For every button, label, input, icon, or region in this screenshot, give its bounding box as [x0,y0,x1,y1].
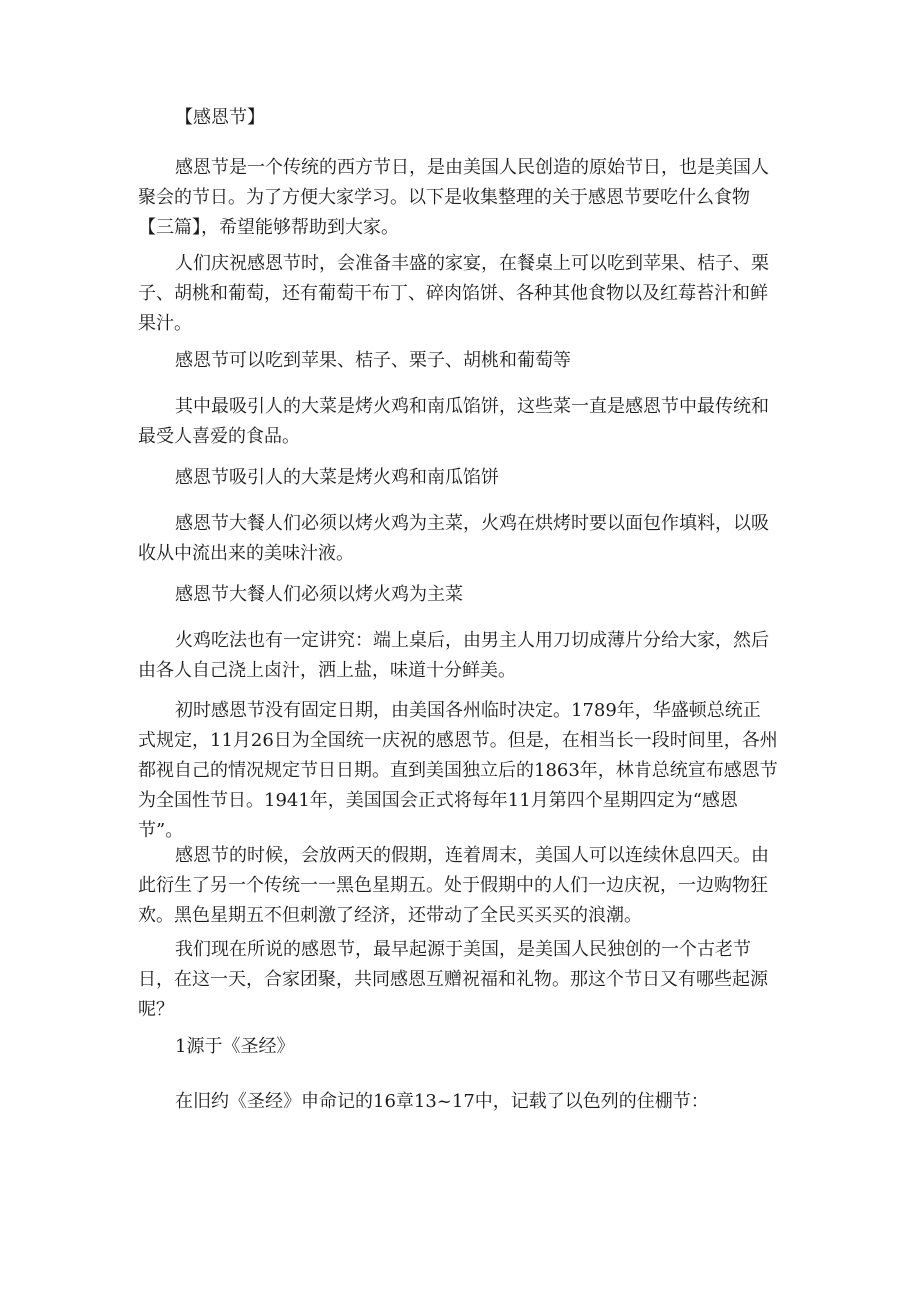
paragraph [138,153,778,243]
paragraph [138,626,778,686]
paragraph-text: 感恩节可以吃到苹果、桔子、栗子、胡桃和葡萄等 [175,350,571,371]
paragraph [138,1087,778,1117]
paragraph-text: 初时感恩节没有固定日期，由美国各州临时决定。1789年，华盛顿总统正式规定，11月26日为全国统一庆祝的感恩节。但是，在相当长一段时间里，各州都视自己的情况规定节日日期。直到美国独立后的1863年，林肯总统宣布感恩节为全国性节日。1941年，美国国会正式将每年11月第四个星期四定为“感恩节”。 [138,700,778,841]
document-title: 【感恩节】 [175,107,265,128]
paragraph-text: 人们庆祝感恩节时，会准备丰盛的家宴，在餐桌上可以吃到苹果、桔子、栗子、胡桃和葡萄，还有葡萄干布丁、碎肉馅饼、各种其他食物以及红莓苔汁和鲜果汁。 [138,253,769,334]
paragraph-text: 感恩节的时候，会放两天的假期，连着周末，美国人可以连续休息四天。由此衍生了另一个传统一一黑色星期五。处于假期中的人们一边庆祝，一边购物狂欢。黑色星期五不但刺激了经济，还带动了全民买买买的浪潮。 [138,845,769,926]
paragraph-text: 感恩节是一个传统的西方节日，是由美国人民创造的原始节日，也是美国人聚会的节日。为了方便大家学习。以下是收集整理的关于感恩节要吃什么食物【三篇】，希望能够帮助到大家。 [138,157,769,238]
paragraph-text: 在旧约《圣经》申命记的16章13~17中，记载了以色列的住棚节： [175,1091,709,1112]
paragraph-text: 感恩节大餐人们必须以烤火鸡为主菜，火鸡在烘烤时要以面包作填料，以吸收从中流出来的美味汁液。 [138,513,769,564]
paragraph [138,935,778,1025]
paragraph-text: 我们现在所说的感恩节，最早起源于美国，是美国人民独创的一个古老节日，在这一天，合家团聚，共同感恩互赠祝福和礼物。那这个节日又有哪些起源呢？ [138,939,768,1020]
paragraph [138,841,778,931]
paragraph [138,696,778,846]
paragraph-text: 感恩节吸引人的大菜是烤火鸡和南瓜馅饼 [175,467,499,488]
paragraph-text: 火鸡吃法也有一定讲究：端上桌后，由男主人用刀切成薄片分给大家，然后由各人自己浇上卤汁，洒上盐，味道十分鲜美。 [138,630,769,681]
paragraph [138,580,778,610]
paragraph [138,346,778,376]
paragraph [138,463,778,493]
paragraph-text: 其中最吸引人的大菜是烤火鸡和南瓜馅饼，这些菜一直是感恩节中最传统和最受人喜爱的食品。 [138,396,769,447]
document-title-block [138,103,778,133]
paragraph [138,392,778,452]
paragraph [138,249,778,339]
paragraph-text: 感恩节大餐人们必须以烤火鸡为主菜 [175,584,463,605]
section-heading-text: 1源于《圣经》 [175,1036,295,1057]
section-heading [138,1032,778,1062]
paragraph [138,509,778,569]
